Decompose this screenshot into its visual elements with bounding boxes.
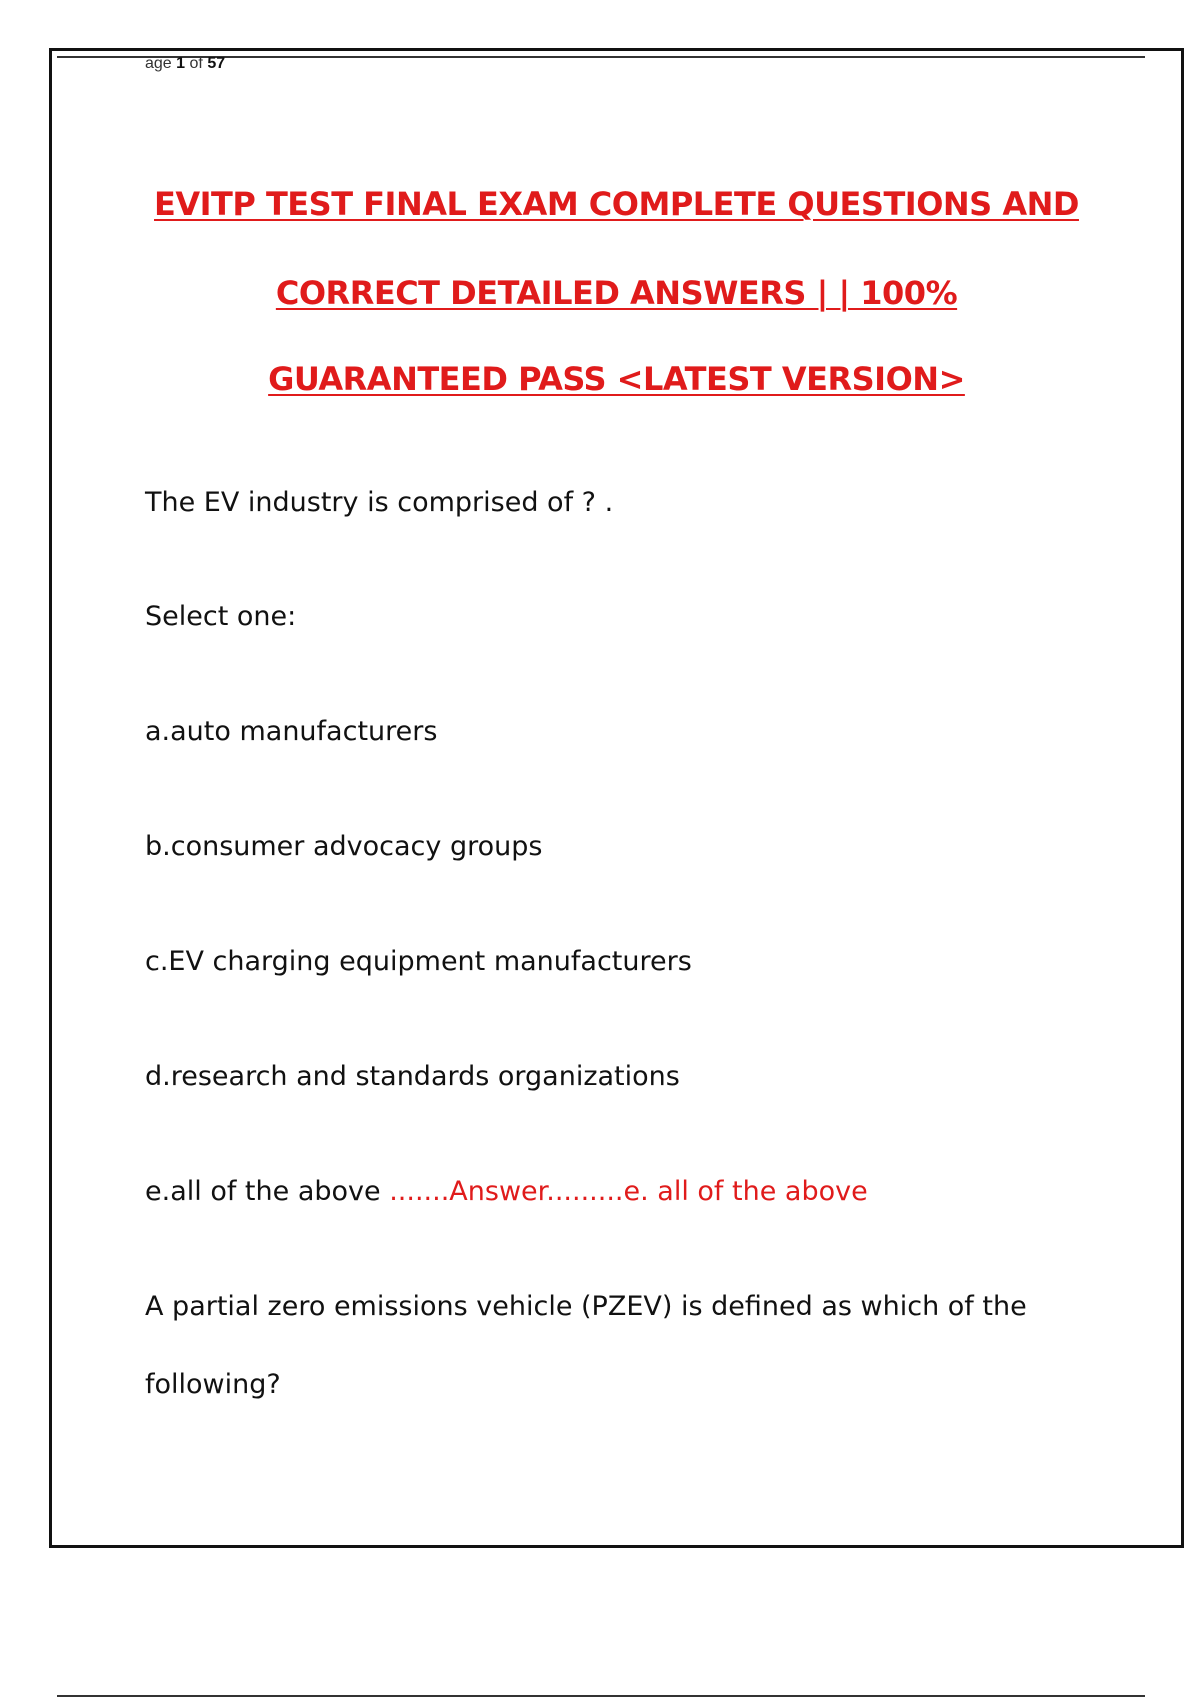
document-title-line-2: CORRECT DETAILED ANSWERS | | 100% [275,274,958,312]
page-total: 57 [207,55,226,72]
option-e: e.all of the above [145,1176,381,1207]
footer-rule [57,1695,1145,1697]
option-d: d.research and standards organizations [145,1061,680,1092]
question-2-prompt-line-1: A partial zero emissions vehicle (PZEV) is defined as which of the [145,1291,1027,1322]
page-indicator [145,55,225,73]
option-a: a.auto manufacturers [145,716,438,747]
page-current: 1 [176,55,186,72]
answer-text: .......Answer.........e. all of the above [389,1176,868,1207]
question-1-prompt: The EV industry is comprised of ? . [145,487,614,518]
option-c: c.EV charging equipment manufacturers [145,946,692,977]
document-title-line-1: EVITP TEST FINAL EXAM COMPLETE QUESTIONS AND [154,185,1079,223]
page-indicator-prefix: age [145,55,172,72]
page-of-label: of [189,55,203,72]
question-1-instruction: Select one: [145,601,297,632]
question-2-prompt-line-2: following? [145,1369,281,1400]
document-title-line-3: GUARANTEED PASS <LATEST VERSION> [268,360,965,398]
option-e-row [145,1175,868,1209]
option-b: b.consumer advocacy groups [145,831,543,862]
